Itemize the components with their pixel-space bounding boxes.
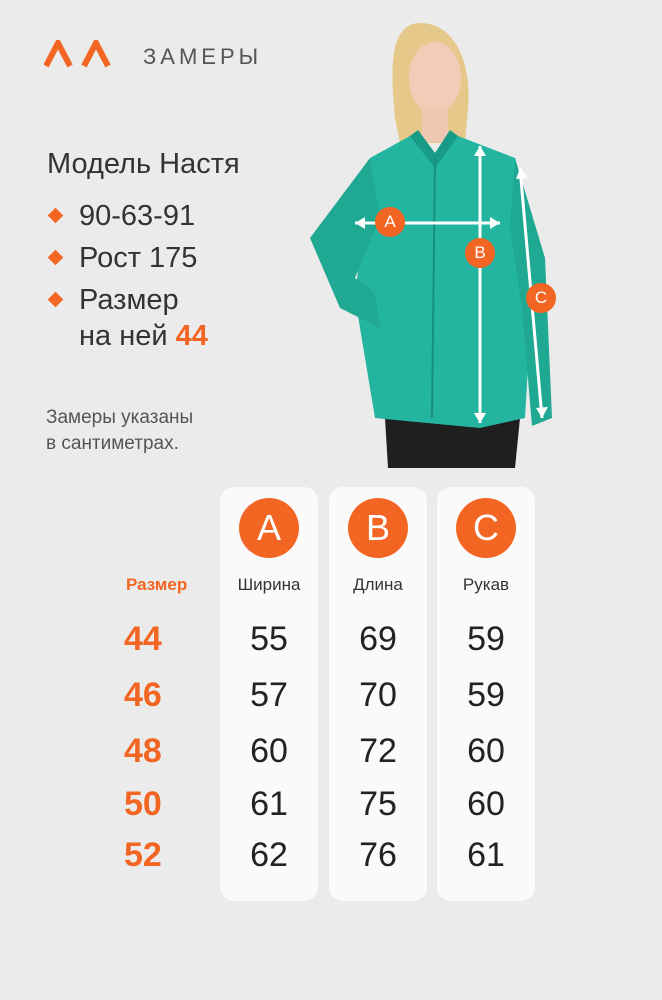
marker-b (465, 238, 495, 268)
marker-a (375, 207, 405, 237)
model-photo (250, 8, 570, 468)
table-cell: 60 (467, 785, 505, 823)
diamond-bullet-icon (48, 208, 64, 224)
size-cell: 46 (124, 676, 162, 714)
table-cell: 62 (250, 836, 288, 874)
page-title: ЗАМЕРЫ (143, 44, 263, 69)
table-cell: 72 (359, 732, 397, 770)
column-header: Рукав (462, 575, 510, 594)
column-a-badge: A (239, 498, 299, 558)
table-cell: 60 (250, 732, 288, 770)
list-item (48, 240, 208, 276)
column-header: Длина (353, 575, 403, 594)
model-params-list (48, 198, 208, 360)
list-item (48, 282, 208, 354)
model-height: Рост 175 (79, 242, 198, 274)
column-header: Ширина (237, 575, 301, 594)
model-size-label: Размер (79, 284, 179, 316)
table-cell: 75 (359, 785, 397, 823)
model-size-value: 44 (175, 320, 208, 352)
units-note-line-1: Замеры указаны (46, 407, 194, 428)
marker-c-label: C (534, 288, 548, 307)
table-cell: 59 (467, 620, 505, 658)
diamond-bullet-icon (48, 250, 64, 266)
table-cell: 69 (359, 620, 397, 658)
column-b-badge: B (348, 498, 408, 558)
size-cell: 48 (124, 732, 162, 770)
model-measurements: 90-63-91 (79, 200, 196, 232)
table-cell: 76 (359, 836, 397, 874)
units-note-line-2: в сантиметрах. (46, 433, 179, 454)
list-item (48, 198, 208, 234)
table-cell: 57 (250, 676, 288, 714)
model-size (79, 282, 208, 354)
size-column-header: Размер (126, 575, 188, 594)
column-c-badge: C (456, 498, 516, 558)
model-name: Модель Настя (47, 148, 240, 180)
marker-c (526, 283, 556, 313)
size-cell: 52 (124, 836, 162, 874)
units-note (46, 405, 193, 457)
brand-logo-icon (44, 40, 112, 68)
size-cell: 44 (124, 620, 162, 658)
table-cell: 55 (250, 620, 288, 658)
table-cell: 61 (250, 785, 288, 823)
table-cell: 59 (467, 676, 505, 714)
table-cell: 70 (359, 676, 397, 714)
diamond-bullet-icon (48, 292, 64, 308)
model-size-label-2: на ней (79, 320, 168, 352)
table-cell: 60 (467, 732, 505, 770)
marker-b-label: B (474, 243, 486, 262)
size-cell: 50 (124, 785, 162, 823)
table-cell: 61 (467, 836, 505, 874)
marker-a-label: A (384, 212, 396, 231)
